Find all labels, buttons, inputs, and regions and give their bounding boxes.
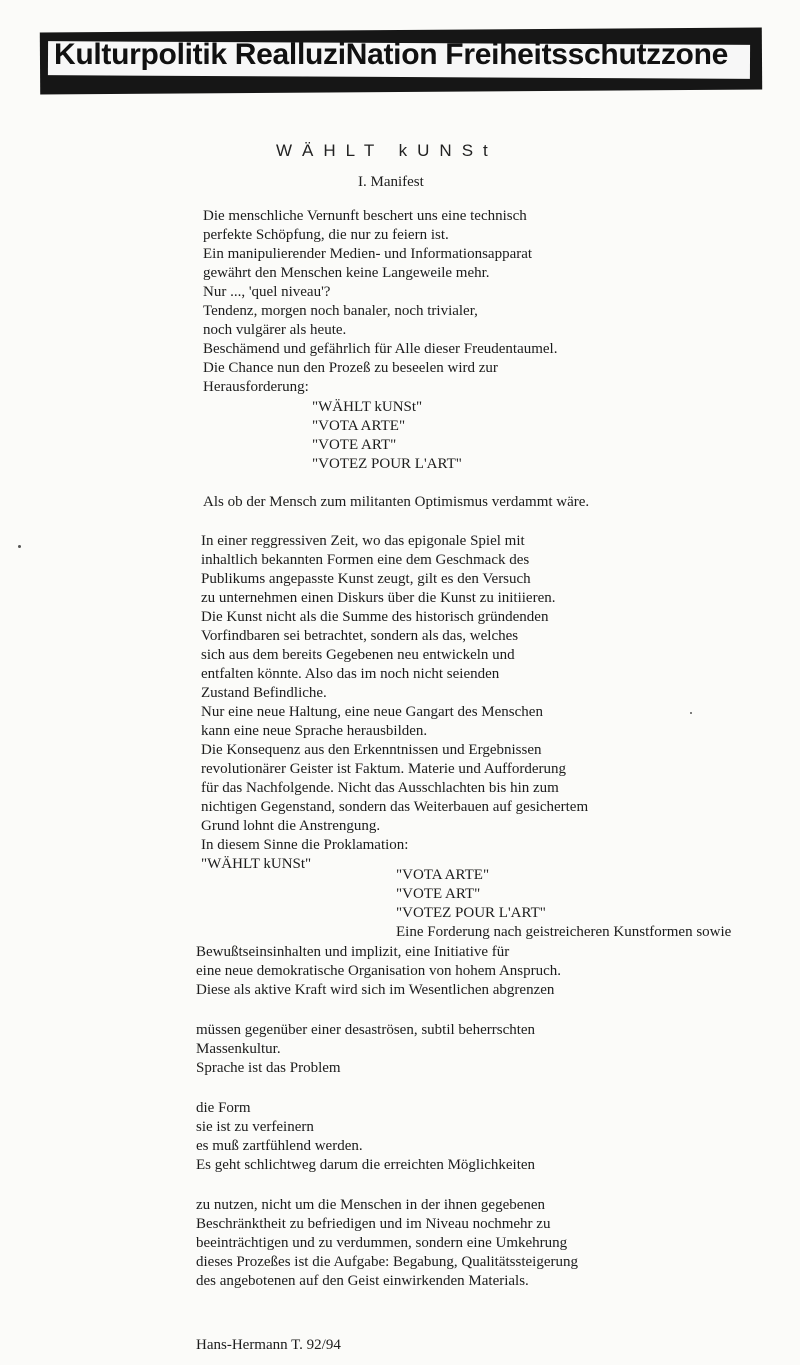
manifesto-line: Grund lohnt die Anstrengung. (201, 818, 381, 834)
manifesto-line: Eine Forderung nach geistreicheren Kunstformen sowie (396, 924, 732, 940)
manifesto-line: beeinträchtigen und zu verdummen, sondern eine Umkehrung (196, 1235, 568, 1251)
manifesto-line: "VOTEZ POUR L'ART" (396, 905, 546, 921)
manifesto-line: kann eine neue Sprache herausbilden. (201, 723, 428, 739)
document-title: WÄHLT kUNSt (276, 141, 498, 160)
scan-speck (690, 712, 692, 714)
manifesto-line: In diesem Sinne die Proklamation: (201, 837, 409, 853)
manifesto-line: "VOTEZ POUR L'ART" (312, 456, 462, 472)
manifesto-line: Ein manipulierender Medien- und Informationsapparat (203, 246, 533, 262)
manifesto-line: Herausforderung: (203, 379, 309, 395)
manifesto-line: Die Chance nun den Prozeß zu beseelen wird zur (203, 360, 498, 376)
manifesto-line: zu unternehmen einen Diskurs über die Kunst zu initiieren. (201, 590, 556, 606)
manifesto-line: noch vulgärer als heute. (203, 322, 347, 338)
manifesto-line: des angebotenen auf den Geist einwirkenden Materials. (196, 1273, 529, 1289)
manifesto-line: Vorfindbaren sei betrachtet, sondern als das, welches (201, 628, 519, 644)
manifesto-line: Beschämend und gefährlich für Alle dieser Freudentaumel. (203, 341, 558, 357)
signature: Hans-Hermann T. 92/94 (196, 1337, 341, 1353)
manifesto-line: Zustand Befindliche. (201, 685, 327, 701)
manifesto-line: "VOTA ARTE" (312, 418, 406, 434)
manifesto-line: Die Konsequenz aus den Erkenntnissen und Ergebnissen (201, 742, 542, 758)
manifesto-line: Massenkultur. (196, 1041, 281, 1057)
manifesto-line: Sprache ist das Problem (196, 1060, 341, 1076)
manifesto-line: müssen gegenüber einer desaströsen, subtil beherrschten (196, 1022, 536, 1038)
manifesto-line: eine neue demokratische Organisation von hohem Anspruch. (196, 963, 562, 979)
manifesto-line: sie ist zu verfeinern (196, 1119, 314, 1135)
manifesto-line: sich aus dem bereits Gegebenen neu entwickeln und (201, 647, 515, 663)
manifesto-line: "VOTE ART" (312, 437, 397, 453)
manifesto-line: In einer reggressiven Zeit, wo das epigonale Spiel mit (201, 533, 525, 549)
banner-title: Kulturpolitik RealluziNation Freiheitsschutzzone (54, 38, 728, 71)
manifesto-line: nichtigen Gegenstand, sondern das Weiterbauen auf gesichertem (201, 799, 589, 815)
manifesto-line: perfekte Schöpfung, die nur zu feiern ist. (203, 227, 449, 243)
manifesto-line: Publikums angepasste Kunst zeugt, gilt es den Versuch (201, 571, 531, 587)
manifesto-line: Nur eine neue Haltung, eine neue Gangart des Menschen (201, 704, 543, 720)
scan-speck (18, 545, 21, 548)
manifesto-line: zu nutzen, nicht um die Menschen in der ihnen gegebenen (196, 1197, 546, 1213)
document-subtitle: I. Manifest (358, 174, 424, 190)
manifesto-line: gewährt den Menschen keine Langeweile mehr. (203, 265, 490, 281)
manifesto-line: "WÄHLT kUNSt" (201, 856, 312, 872)
manifesto-line: Die Kunst nicht als die Summe des historisch gründenden (201, 609, 549, 625)
manifesto-line: inhaltlich bekannten Formen eine dem Geschmack des (201, 552, 530, 568)
manifesto-line: dieses Prozeßes ist die Aufgabe: Begabung, Qualitätssteigerung (196, 1254, 578, 1270)
manifesto-line: die Form (196, 1100, 251, 1116)
manifesto-line: entfalten könnte. Also das im noch nicht seienden (201, 666, 500, 682)
manifesto-line: Es geht schlichtweg darum die erreichten Möglichkeiten (196, 1157, 536, 1173)
manifesto-line: Nur ..., 'quel niveau'? (203, 284, 331, 300)
manifesto-line: Als ob der Mensch zum militanten Optimismus verdammt wäre. (203, 494, 590, 510)
manifesto-line: Die menschliche Vernunft beschert uns eine technisch (203, 208, 527, 224)
manifesto-line: Beschränktheit zu befriedigen und im Niveau nochmehr zu (196, 1216, 551, 1232)
manifesto-line: Bewußtseinsinhalten und implizit, eine Initiative für (196, 944, 510, 960)
manifesto-line: revolutionärer Geister ist Faktum. Materie und Aufforderung (201, 761, 567, 777)
manifesto-line: für das Nachfolgende. Nicht das Ausschlachten bis hin zum (201, 780, 559, 796)
manifesto-line: Diese als aktive Kraft wird sich im Wesentlichen abgrenzen (196, 982, 555, 998)
manifesto-line: es muß zartfühlend werden. (196, 1138, 363, 1154)
manifesto-line: "VOTE ART" (396, 886, 481, 902)
manifesto-line: Tendenz, morgen noch banaler, noch trivialer, (203, 303, 478, 319)
manifesto-line: "VOTA ARTE" (396, 867, 490, 883)
manifesto-line: "WÄHLT kUNSt" (312, 399, 423, 415)
